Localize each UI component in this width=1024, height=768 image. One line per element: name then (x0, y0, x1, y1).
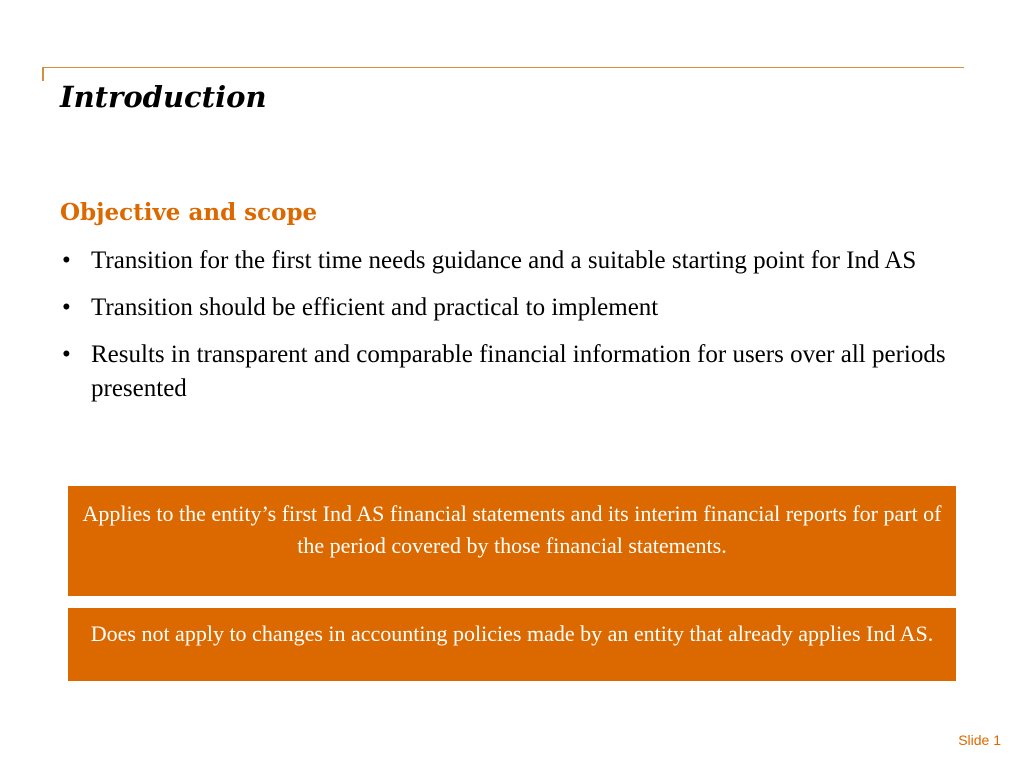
bullet-dot-icon: • (62, 247, 71, 274)
bullet-item (60, 291, 960, 325)
bullet-item (60, 338, 960, 406)
slide-number: Slide 1 (958, 732, 1001, 748)
section-heading: Objective and scope (60, 199, 318, 226)
bullet-dot-icon: • (62, 341, 71, 368)
bullet-dot-icon: • (62, 294, 71, 321)
bullet-text: Transition for the first time needs guidance and a suitable starting point for Ind AS (91, 247, 917, 274)
not-applies-callout-box (68, 608, 956, 681)
applies-callout-text: Applies to the entity’s first Ind AS financial statements and its interim financial reports for part of the period covered by those financial statements. (82, 501, 942, 558)
bullet-text: Results in transparent and comparable financial information for users over all periods presented (91, 341, 946, 402)
applies-callout-box (68, 486, 956, 596)
not-applies-callout-text: Does not apply to changes in accounting policies made by an entity that already applies Ind AS. (90, 621, 934, 646)
title-divider-tick (42, 67, 44, 81)
slide-title: Introduction (60, 80, 267, 114)
bullet-list (60, 244, 960, 419)
bullet-text: Transition should be efficient and practical to implement (91, 294, 659, 321)
bullet-item (60, 244, 960, 278)
title-divider-line (42, 67, 964, 68)
